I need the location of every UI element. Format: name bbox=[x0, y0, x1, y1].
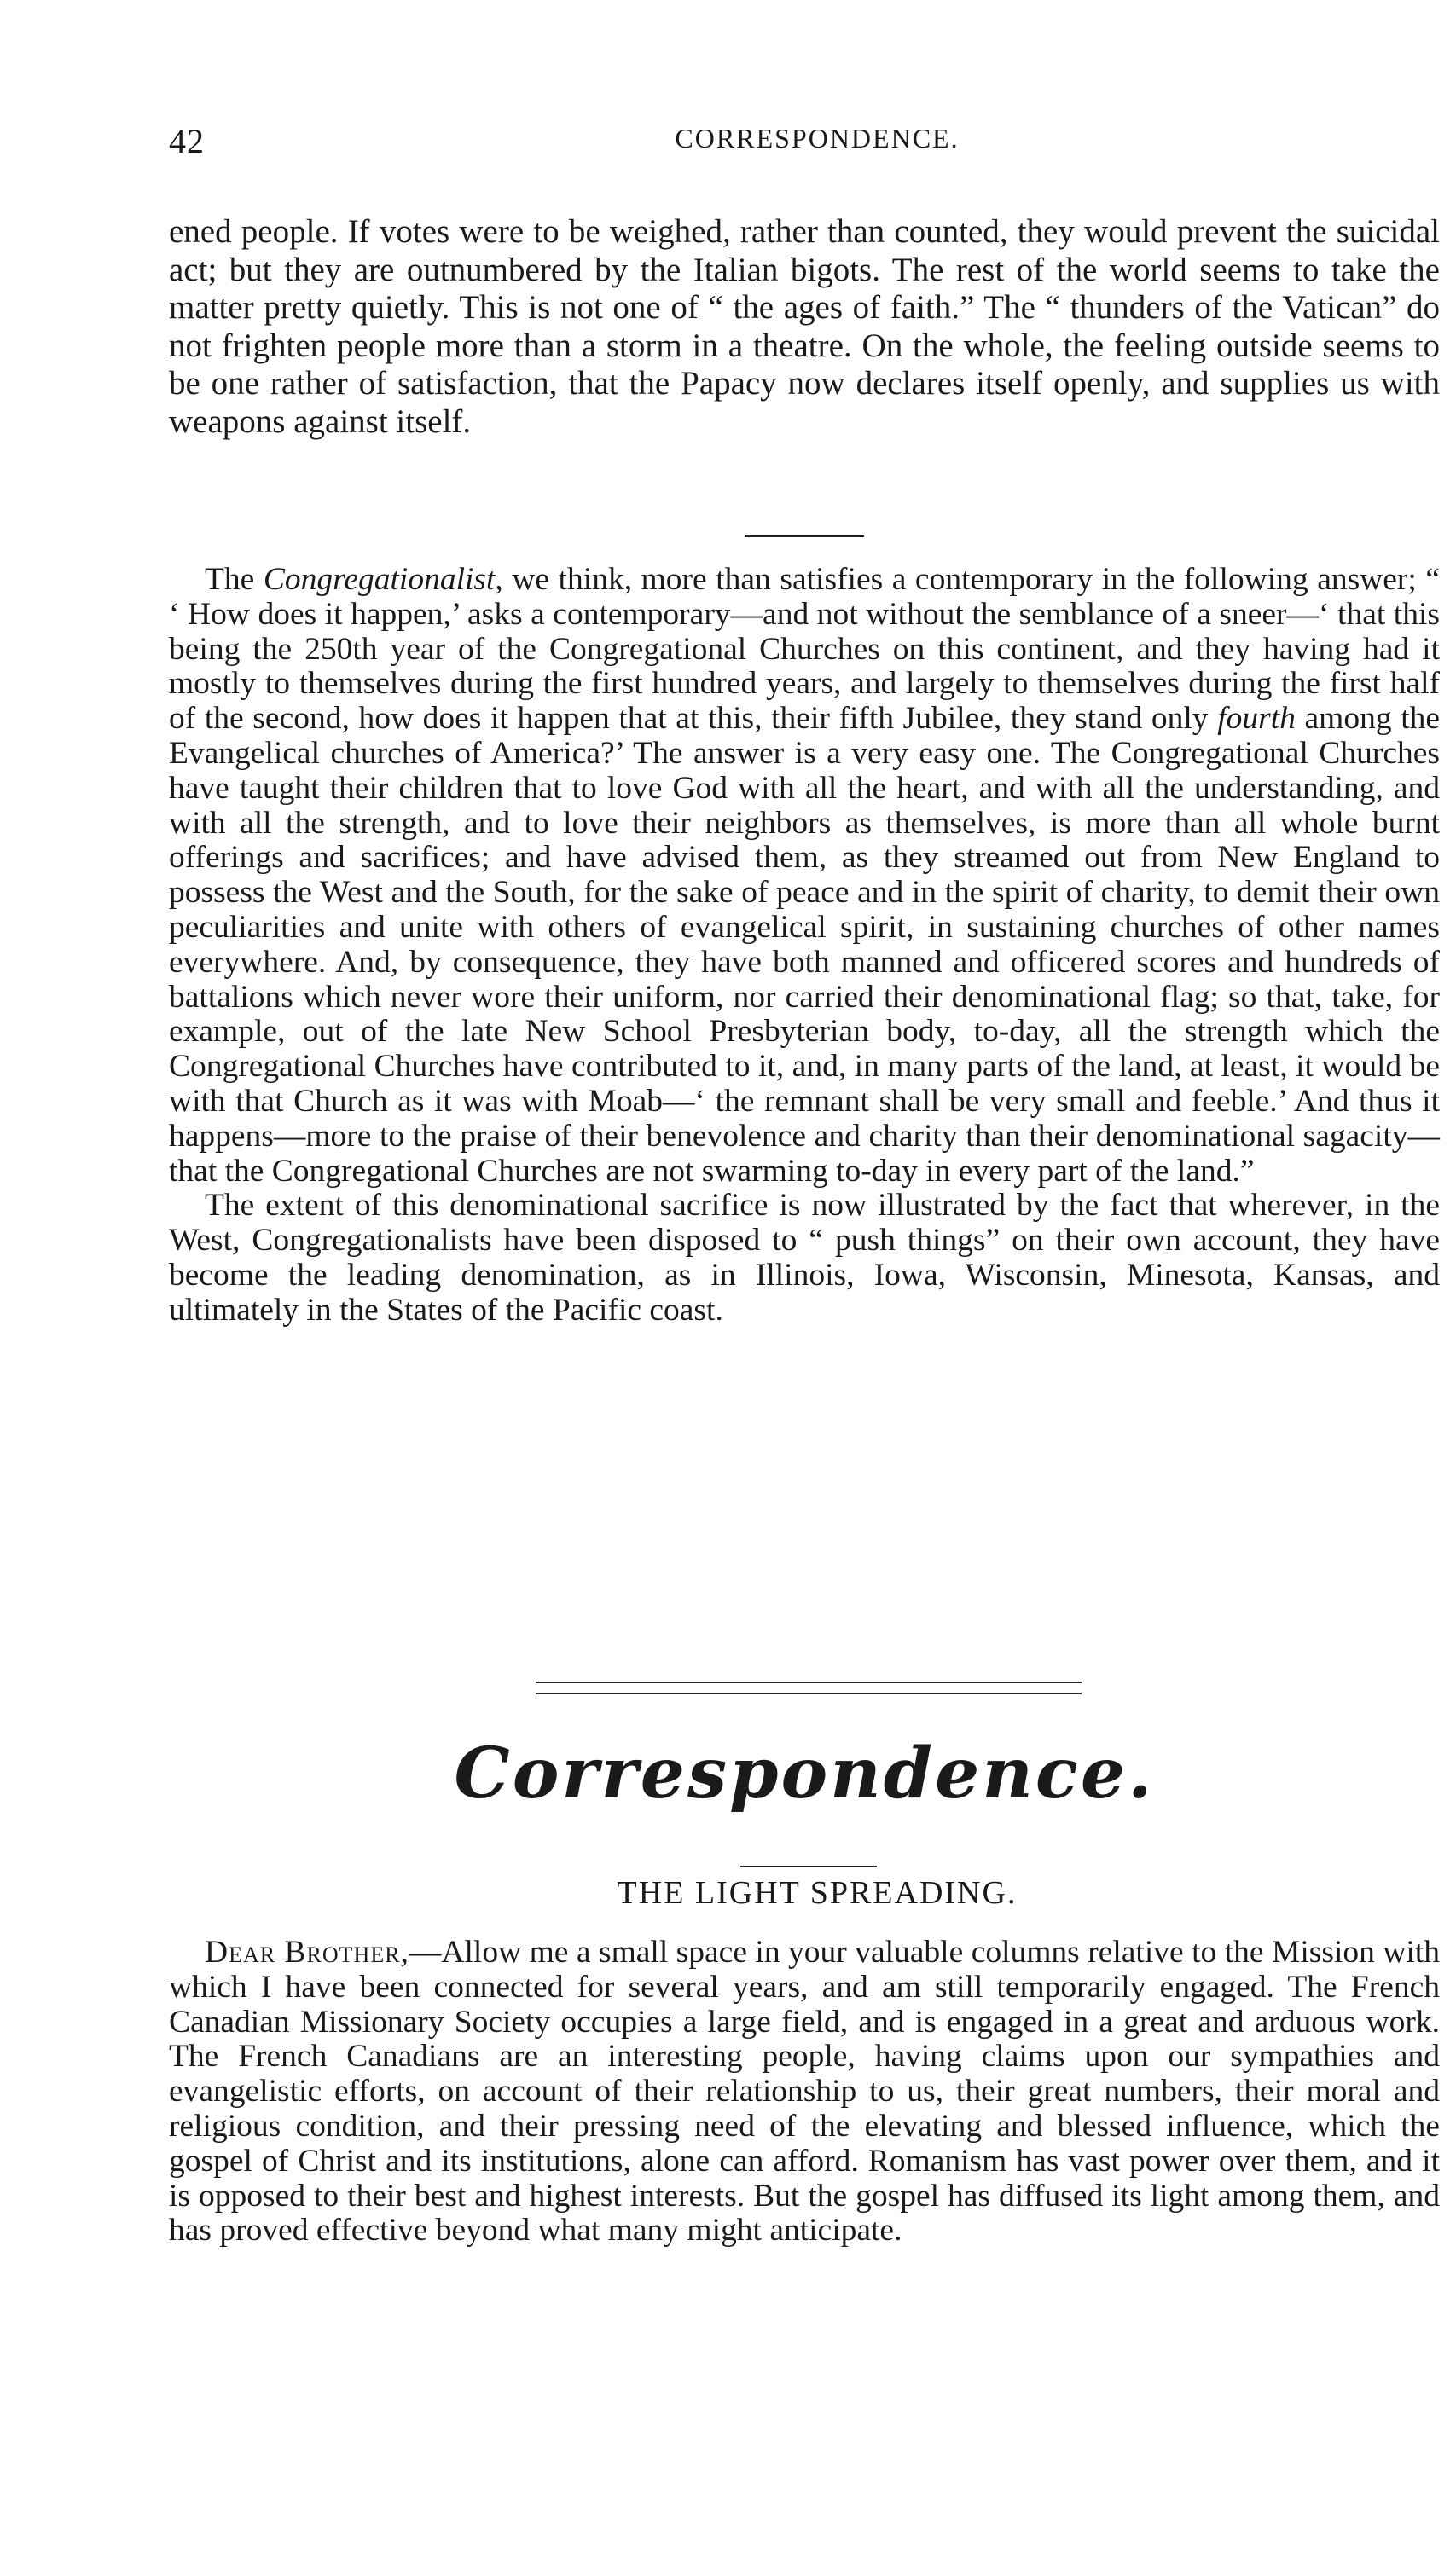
paragraph-text: , we think, more than satisfies a contemporary in the following answer; “ ‘ How does it happen,’ asks a contemporary—and not without the semblance of a sneer—‘ that this being the 250th year of the Congregational Churches on this continent, and they having had it mostly to themselves during the first hundred years, and largely to themselves during the first half of the second, how does it happen that at this, their fifth Jubilee, they stand only bbox=[169, 562, 1441, 737]
publication-title: Congregationalist bbox=[263, 562, 496, 597]
paragraph-text: —Allow me a small space in your valuable columns relative to the Mission with which I have been connected for several years, and am still temporarily engaged. The French Canadian Missionary Society occupies a large field, and is engaged in a great and arduous work. The French Canadians are an interesting people, having claims upon our sympathies and evangelistic efforts, on account of their relationship to us, their great numbers, their moral and religious condition, and their pressing need of the elevating and blessed influence, which the gospel of Christ and its institutions, alone can afford. Romanism has vast power over them, and it is opposed to their best and highest interests. But the gospel has diffused its light among them, and has proved effective beyond what many might anticipate. bbox=[169, 1935, 1440, 2249]
running-title: CORRESPONDENCE. bbox=[675, 123, 960, 153]
double-rule-bottom bbox=[536, 1693, 1082, 1694]
emphasis-fourth: fourth bbox=[1217, 701, 1296, 737]
page-number: 42 bbox=[169, 122, 205, 160]
lead-word: The bbox=[205, 562, 255, 597]
paragraph bbox=[169, 1936, 1440, 2249]
running-head bbox=[169, 121, 1440, 164]
editorial-note bbox=[169, 563, 1440, 1329]
salutation: Dear Brother, bbox=[205, 1935, 409, 1970]
paragraph-text: among the Evangelical churches of America?’ The answer is a very easy one. The Congregational Churches have taught their children that to love God with all the heart, and with all the understanding, and with all the strength, and to love their neighbors as themselves, is more than all whole burnt offerings and sacrifices; and have advised them, as they streamed out from New England to possess the West and the South, for the sake of peace and in the spirit of charity, to demit their own peculiarities and unite with others of evangelical spirit, in sustaining churches of other names everywhere. And, by consequence, they have both manned and officered scores and hundreds of battalions which never wore their uniform, nor carried their denominational flag; so that, take, for example, out of the late New School Presbyterian body, to-day, all the strength which the Congregational Churches have contributed to it, and, in many parts of the land, at least, it would be with that Church as it was with Moab—‘ the remnant shall be very small and feeble.’ And thus it happens—more to the praise of their benevolence and charity than their denominational sagacity—that the Congregational Churches are not swarming to-day in every part of the land.” bbox=[169, 701, 1441, 1189]
paragraph: ened people. If votes were to be weighed, rather than counted, they would prevent the suicidal act; but they are outnumbered by the Italian bigots. The rest of the world seems to take the matter pretty quietly. This is not one of “ the ages of faith.” The “ thunders of the Vatican” do not frighten people more than a storm in a theatre. On the whole, the feeling outside seems to be one rather of satisfaction, that the Papacy now declares itself openly, and supplies us with weapons against itself. bbox=[169, 213, 1440, 440]
article-title: THE LIGHT SPREADING. bbox=[617, 1875, 1018, 1911]
section-divider bbox=[745, 535, 864, 537]
heading-rule bbox=[740, 1866, 877, 1867]
paragraph bbox=[169, 563, 1440, 1189]
paragraph: The extent of this denominational sacrifice is now illustrated by the fact that wherever, in the West, Congregationalists have been disposed to “ push things” on their own account, they have become the leading denomination, as in Illinois, Iowa, Wisconsin, Minesota, Kansas, and ultimately in the States of the Pacific coast. bbox=[169, 1188, 1440, 1328]
section-heading: Correspondence. bbox=[454, 1733, 1155, 1815]
double-rule-top bbox=[536, 1682, 1082, 1683]
continued-paragraph bbox=[169, 213, 1440, 441]
letter-body bbox=[169, 1936, 1440, 2249]
